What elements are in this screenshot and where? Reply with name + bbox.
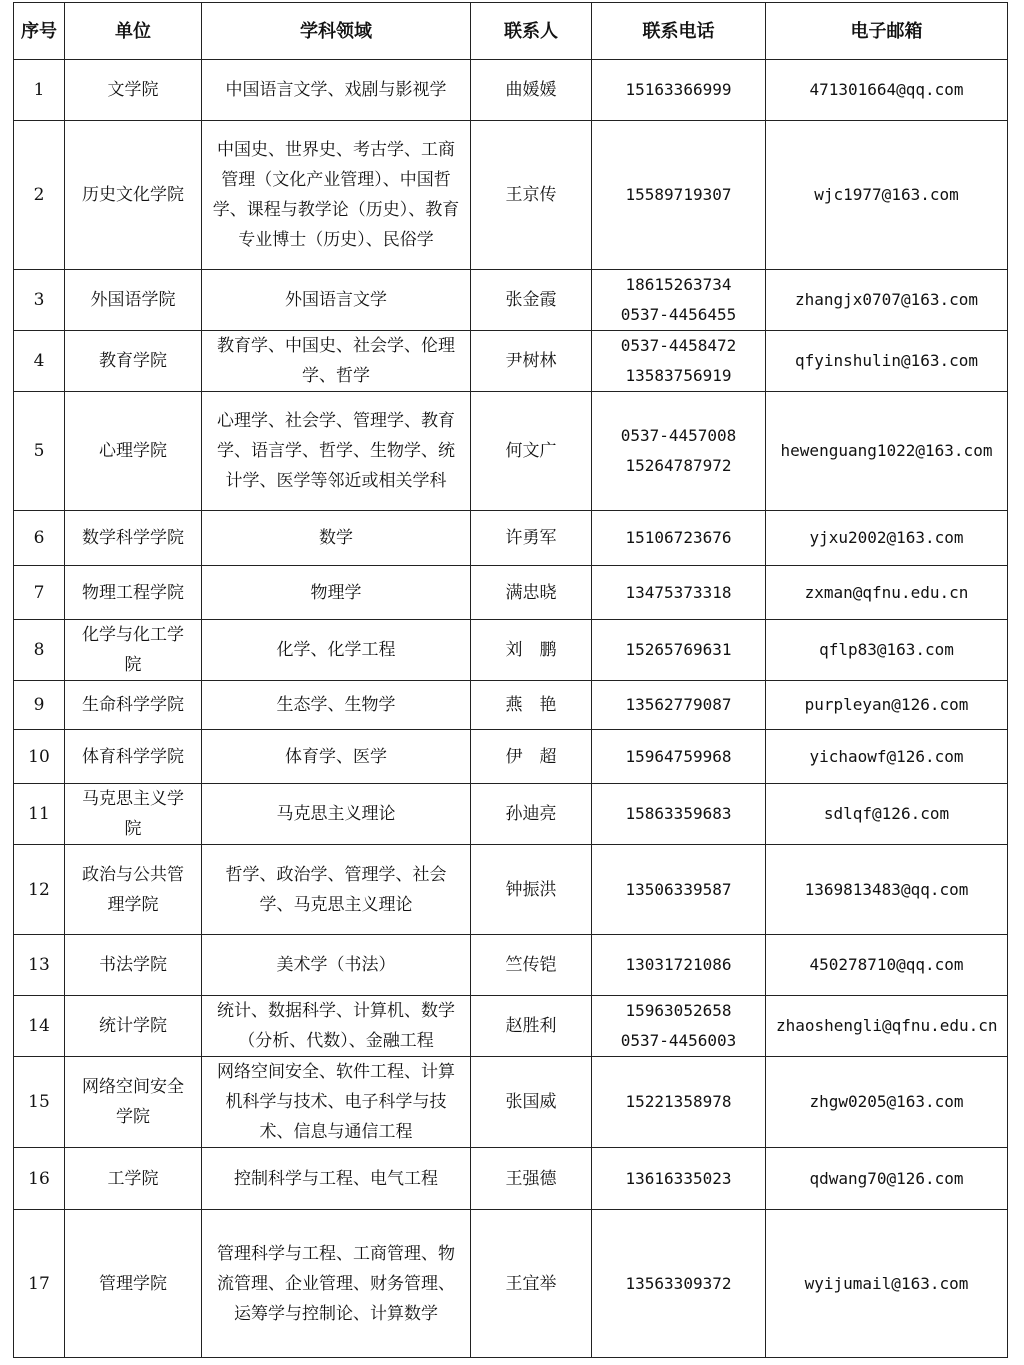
row-contact: 许勇军 [471,511,592,566]
row-phone [592,511,766,566]
row-seq: 2 [14,121,65,270]
header-seq: 序号 [14,3,65,60]
phone-number: 13506339587 [625,879,732,899]
row-contact: 满忠晓 [471,566,592,620]
row-email[interactable]: 1369813483@qq.com [766,845,1008,935]
row-email[interactable]: sdlqf@126.com [766,784,1008,845]
row-email[interactable]: wyijumail@163.com [766,1210,1008,1358]
row-field: 数学 [202,511,471,566]
row-seq: 16 [14,1148,65,1210]
row-email[interactable]: 450278710@qq.com [766,935,1008,996]
row-contact: 孙迪亮 [471,784,592,845]
phone-number: 15163366999 [625,80,732,99]
row-unit: 马克思主义学院 [65,784,202,845]
row-email[interactable]: purpleyan@126.com [766,681,1008,730]
row-email[interactable]: qflp83@163.com [766,620,1008,681]
phone-number: 0537-4458472 [620,336,737,355]
row-unit: 工学院 [65,1148,202,1210]
row-contact: 伊 超 [471,730,592,784]
row-contact: 燕 艳 [471,681,592,730]
row-phone [592,845,766,935]
row-phone [592,730,766,784]
row-contact: 王宜举 [471,1210,592,1358]
table-row [14,511,1008,566]
contact-table [13,2,1008,1358]
row-contact: 张金霞 [471,270,592,331]
row-unit: 文学院 [65,60,202,121]
phone-number: 13563309372 [625,1273,732,1293]
row-seq: 3 [14,270,65,331]
phone-number: 15265769631 [625,640,732,659]
table-row [14,730,1008,784]
row-email[interactable]: zhangjx0707@163.com [766,270,1008,331]
row-field: 控制科学与工程、电气工程 [202,1148,471,1210]
row-unit: 网络空间安全学院 [65,1057,202,1148]
row-phone [592,566,766,620]
row-phone [592,935,766,996]
phone-number: 0537-4456003 [620,1031,737,1050]
row-unit: 心理学院 [65,392,202,511]
row-seq: 13 [14,935,65,996]
row-seq: 10 [14,730,65,784]
row-field: 物理学 [202,566,471,620]
row-field: 生态学、生物学 [202,681,471,730]
row-seq: 5 [14,392,65,511]
phone-number: 15863359683 [625,804,732,823]
row-unit: 数学科学学院 [65,511,202,566]
row-phone [592,1148,766,1210]
header-contact: 联系人 [471,3,592,60]
phone-number: 13583756919 [625,366,732,385]
row-field: 体育学、医学 [202,730,471,784]
row-unit: 教育学院 [65,331,202,392]
row-email[interactable]: zxman@qfnu.edu.cn [766,566,1008,620]
row-field: 教育学、中国史、社会学、伦理学、哲学 [202,331,471,392]
row-contact: 王京传 [471,121,592,270]
row-field: 化学、化学工程 [202,620,471,681]
row-email[interactable]: wjc1977@163.com [766,121,1008,270]
row-seq: 12 [14,845,65,935]
row-email[interactable]: qfyinshulin@163.com [766,331,1008,392]
table-row [14,566,1008,620]
phone-number: 13562779087 [625,695,732,714]
row-unit: 历史文化学院 [65,121,202,270]
phone-number: 15964759968 [625,746,732,766]
row-seq: 15 [14,1057,65,1148]
phone-number: 15589719307 [625,185,732,204]
row-phone [592,1057,766,1148]
row-phone [592,1210,766,1358]
table-row [14,1210,1008,1358]
row-field: 马克思主义理论 [202,784,471,845]
row-email[interactable]: zhaoshengli@qfnu.edu.cn [766,996,1008,1057]
row-unit: 管理学院 [65,1210,202,1358]
row-field: 哲学、政治学、管理学、社会学、马克思主义理论 [202,845,471,935]
table-row [14,620,1008,681]
header-field: 学科领域 [202,3,471,60]
row-contact: 尹树林 [471,331,592,392]
row-contact: 王强德 [471,1148,592,1210]
row-email[interactable]: hewenguang1022@163.com [766,392,1008,511]
row-email[interactable]: 471301664@qq.com [766,60,1008,121]
phone-number: 15963052658 [625,1001,732,1020]
table-row [14,784,1008,845]
phone-number: 15264787972 [625,456,732,475]
row-field: 心理学、社会学、管理学、教育学、语言学、哲学、生物学、统计学、医学等邻近或相关学科 [202,392,471,511]
row-unit: 外国语学院 [65,270,202,331]
row-unit: 政治与公共管理学院 [65,845,202,935]
phone-number: 15221358978 [625,1092,732,1111]
row-unit: 统计学院 [65,996,202,1057]
row-field: 管理科学与工程、工商管理、物流管理、企业管理、财务管理、运筹学与控制论、计算数学 [202,1210,471,1358]
row-field: 中国史、世界史、考古学、工商管理（文化产业管理）、中国哲学、课程与教学论（历史）、教育专业博士（历史）、民俗学 [202,121,471,270]
row-phone [592,392,766,511]
row-field: 美术学（书法） [202,935,471,996]
header-unit: 单位 [65,3,202,60]
row-email[interactable]: yichaowf@126.com [766,730,1008,784]
phone-number: 18615263734 [625,275,732,294]
table-row [14,60,1008,121]
row-seq: 8 [14,620,65,681]
table-row [14,681,1008,730]
table-row [14,996,1008,1057]
row-contact: 何文广 [471,392,592,511]
row-email[interactable]: yjxu2002@163.com [766,511,1008,566]
header-phone: 联系电话 [592,3,766,60]
row-phone [592,60,766,121]
row-contact: 刘 鹏 [471,620,592,681]
row-phone [592,331,766,392]
phone-number: 0537-4456455 [620,305,737,324]
row-seq: 11 [14,784,65,845]
table-row [14,1148,1008,1210]
row-phone [592,620,766,681]
row-seq: 6 [14,511,65,566]
row-unit: 书法学院 [65,935,202,996]
row-email[interactable]: zhgw0205@163.com [766,1057,1008,1148]
row-field: 网络空间安全、软件工程、计算机科学与技术、电子科学与技术、信息与通信工程 [202,1057,471,1148]
row-field: 中国语言文学、戏剧与影视学 [202,60,471,121]
table-row [14,331,1008,392]
table-row [14,845,1008,935]
phone-number: 13475373318 [625,582,732,602]
header-row [14,3,1008,60]
row-contact: 钟振洪 [471,845,592,935]
row-contact: 张国威 [471,1057,592,1148]
phone-number: 13616335023 [625,1168,732,1188]
row-field: 统计、数据科学、计算机、数学（分析、代数）、金融工程 [202,996,471,1057]
header-email: 电子邮箱 [766,3,1008,60]
row-unit: 体育科学学院 [65,730,202,784]
table-row [14,935,1008,996]
row-contact: 赵胜利 [471,996,592,1057]
phone-number: 15106723676 [625,528,732,547]
row-seq: 14 [14,996,65,1057]
table-row [14,270,1008,331]
row-unit: 生命科学学院 [65,681,202,730]
phone-number: 0537-4457008 [620,426,737,445]
row-unit: 化学与化工学院 [65,620,202,681]
row-seq: 17 [14,1210,65,1358]
row-phone [592,270,766,331]
row-contact: 曲媛媛 [471,60,592,121]
table-row [14,392,1008,511]
row-field: 外国语言文学 [202,270,471,331]
row-phone [592,121,766,270]
row-phone [592,681,766,730]
table-row [14,1057,1008,1148]
phone-number: 13031721086 [625,955,732,974]
row-seq: 1 [14,60,65,121]
row-unit: 物理工程学院 [65,566,202,620]
row-contact: 竺传铠 [471,935,592,996]
table-body [14,60,1008,1358]
table-row [14,121,1008,270]
row-phone [592,784,766,845]
row-seq: 4 [14,331,65,392]
row-seq: 7 [14,566,65,620]
row-phone [592,996,766,1057]
row-email[interactable]: qdwang70@126.com [766,1148,1008,1210]
row-seq: 9 [14,681,65,730]
